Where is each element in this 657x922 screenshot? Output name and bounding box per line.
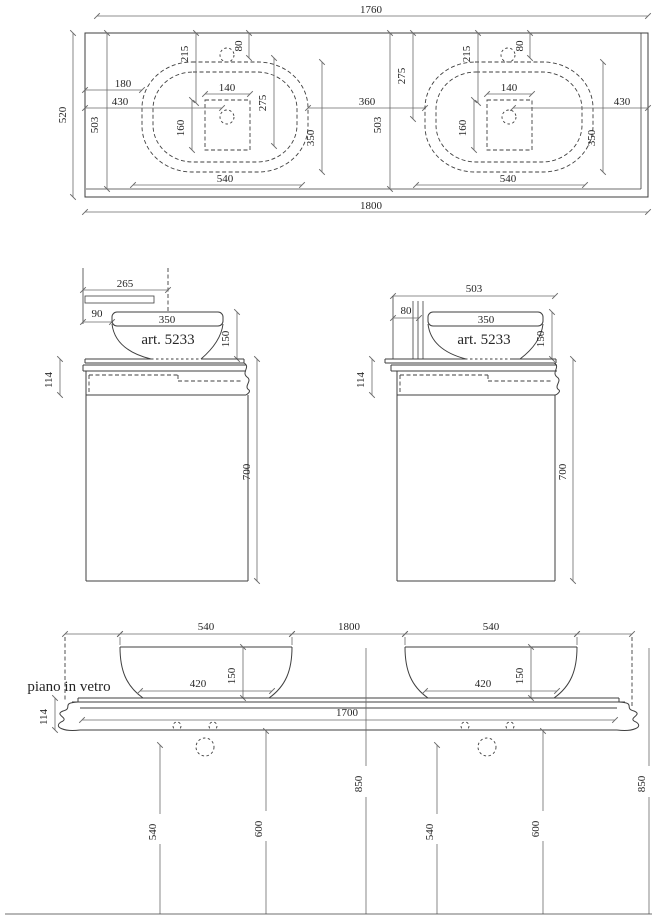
dim-side-glass-depth: 503 [465, 283, 483, 295]
dim-front-side-height: 850 [636, 775, 648, 793]
dim-front-top-thickness: 114 [38, 708, 50, 726]
front-left-molding-profile [58, 702, 80, 730]
dim-plan-glass-depth-right: 503 [372, 116, 384, 134]
dim-front-left-bowl-base: 420 [189, 678, 207, 690]
article-number-right: art. 5233 [457, 332, 511, 348]
left-faucet-hole [220, 48, 234, 62]
dim-plan-overall-width: 1800 [360, 200, 382, 212]
plan-countertop-outline [85, 33, 648, 197]
front-left-drain-pipe [196, 738, 214, 756]
dim-right-faucet-offset: 80 [514, 40, 526, 52]
dim-side-rim-gap: 90 [91, 308, 103, 320]
dim-left-faucet-offset: 80 [233, 40, 245, 52]
left-drain-box [205, 100, 250, 150]
dim-left-side-gap: 180 [114, 78, 132, 90]
dim-right-drain-width: 140 [500, 82, 518, 94]
dim-left-faucet-depth: 275 [257, 94, 269, 112]
front-extension-lines [120, 637, 577, 645]
dim-right-basin-width: 540 [499, 173, 517, 185]
dim-side-right-base-height: 700 [557, 463, 569, 481]
dim-right-back-depth: 215 [461, 45, 473, 63]
dim-side-right-bowl-height: 150 [535, 330, 547, 348]
left-side-cabinet [86, 395, 248, 581]
dim-left-basin-width: 540 [216, 173, 234, 185]
dim-left-drain-depth: 160 [175, 119, 187, 137]
dim-side-right-top-thickness: 114 [355, 371, 367, 389]
front-left-bowl [120, 647, 292, 698]
dim-front-right-bowl-base: 420 [474, 678, 492, 690]
plan-view [57, 4, 648, 212]
dim-front-left-trap-height: 600 [253, 820, 265, 838]
front-left-supply-hole-2 [209, 722, 217, 730]
dim-plan-glass-depth-left: 503 [89, 116, 101, 134]
right-side-break-line [554, 363, 559, 395]
dim-side-right-bowl-width: 350 [477, 314, 495, 326]
dim-left-center-offset: 430 [111, 96, 129, 108]
right-basin-outer-rim [425, 62, 593, 172]
article-number-left: art. 5233 [141, 332, 195, 348]
dim-front-left-bowl-width: 540 [197, 621, 215, 633]
dim-left-basin-depth: 350 [305, 129, 317, 147]
left-drain-hole [220, 110, 234, 124]
dim-right-center-offset: 430 [613, 96, 631, 108]
right-drain-hole [502, 110, 516, 124]
dim-front-overall-width: 1800 [338, 621, 360, 633]
right-drain-box [487, 100, 532, 150]
dim-front-right-bowl-width: 540 [482, 621, 500, 633]
front-view [5, 621, 652, 914]
dim-front-center-height: 850 [353, 775, 365, 793]
side-view-left [43, 268, 257, 581]
right-side-top-band [391, 365, 557, 371]
left-basin-outer-rim [142, 62, 308, 172]
dim-front-right-bowl-height: 150 [514, 667, 526, 685]
left-side-shelf-bar [85, 296, 154, 303]
dim-front-left-bowl-height: 150 [226, 667, 238, 685]
dim-plan-basin-gap: 360 [358, 96, 376, 108]
right-faucet-hole [501, 48, 515, 62]
right-side-cabinet [397, 395, 555, 581]
dim-right-basin-depth: 350 [586, 129, 598, 147]
front-right-bowl [405, 647, 577, 698]
plan-left-basin [85, 33, 322, 185]
dim-side-base-height: 700 [241, 463, 253, 481]
left-side-hidden-edges [89, 375, 243, 395]
right-side-glass-top [385, 359, 556, 363]
plan-glass-inner-edge [86, 33, 641, 189]
side-view-right [355, 283, 573, 581]
dim-side-bowl-height: 150 [220, 330, 232, 348]
dim-front-left-drain-height: 540 [147, 823, 159, 841]
dim-side-bowl-width: 350 [158, 314, 176, 326]
left-side-top-band [83, 365, 246, 371]
dim-plan-glass-width: 1760 [360, 4, 382, 16]
front-right-drain-pipe [478, 738, 496, 756]
dim-front-inner-width: 1700 [336, 707, 358, 719]
dim-front-right-drain-height: 540 [424, 823, 436, 841]
dim-left-drain-width: 140 [218, 82, 236, 94]
left-side-glass-top [85, 359, 244, 363]
glass-top-note: piano in vetro [27, 679, 111, 695]
front-right-supply-hole-2 [506, 722, 514, 730]
dim-side-top-thickness: 114 [43, 371, 55, 389]
dim-plan-overall-depth: 520 [57, 106, 69, 124]
right-side-backsplash-lines [413, 301, 423, 359]
dim-side-wall-gap: 80 [400, 305, 412, 317]
right-side-hidden-edges [400, 375, 551, 395]
front-right-supply-hole-1 [461, 722, 469, 730]
dim-right-front-depth: 275 [396, 67, 408, 85]
dim-left-back-depth: 215 [179, 45, 191, 63]
dim-side-wall-offset: 265 [116, 278, 134, 290]
front-right-molding-profile [617, 702, 639, 730]
plan-right-basin [396, 33, 648, 185]
dim-right-drain-depth: 160 [457, 119, 469, 137]
front-left-supply-hole-1 [173, 722, 181, 730]
dim-front-right-trap-height: 600 [530, 820, 542, 838]
left-side-break-line [244, 363, 249, 395]
